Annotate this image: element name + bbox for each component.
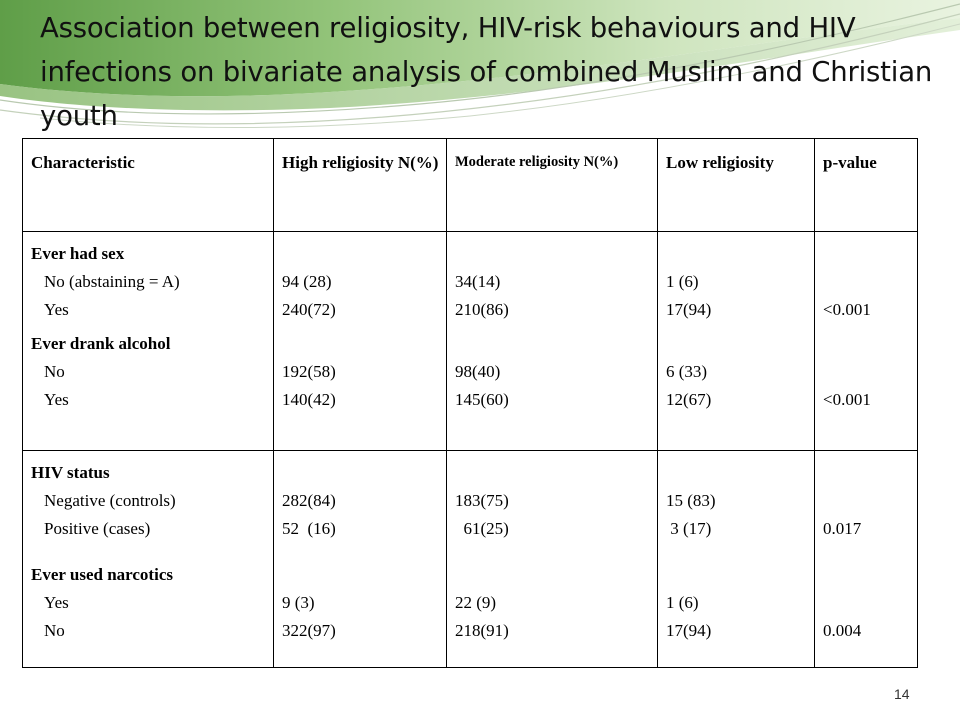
table-cell: 6 (33): [666, 362, 708, 381]
row-label-ever-had-sex: Ever had sex: [31, 244, 125, 263]
table-cell: 218(91): [455, 621, 509, 640]
row-label-yes: Yes: [44, 300, 69, 319]
table-cell: 240(72): [282, 300, 336, 319]
table-cell: 322(97): [282, 621, 336, 640]
table-cell: [455, 330, 657, 358]
table-cell: [666, 330, 814, 358]
table-cell: [282, 561, 446, 589]
header-p-value: p-value: [823, 153, 877, 172]
table-cell: [823, 459, 917, 487]
table-cell: 1 (6): [666, 272, 699, 291]
table-cell: 98(40): [455, 362, 501, 381]
row-label-negative-controls: Negative (controls): [44, 491, 176, 510]
table-cell: 1 (6): [666, 593, 699, 612]
table-cell: [282, 330, 446, 358]
table-cell: 3 (17): [666, 519, 712, 538]
table-cell: 94 (28): [282, 272, 332, 291]
p-value-ever-drank-alcohol: <0.001: [823, 390, 871, 409]
table-cell: [455, 240, 657, 268]
header-moderate-religiosity: Moderate religiosity N(%): [455, 154, 619, 170]
table-cell: 282(84): [282, 491, 336, 510]
results-table: [22, 138, 918, 668]
table-cell: 183(75): [455, 491, 509, 510]
table-cell: [282, 240, 446, 268]
header-low-religiosity: Low religiosity: [666, 153, 774, 172]
table-cell: 52 (16): [282, 519, 336, 538]
slide-title: Association between religiosity, HIV-risk behaviours and HIV infections on bivariate analysis of combined Muslim and Christian youth: [40, 12, 933, 132]
table-cell: [666, 240, 814, 268]
row-label-ever-drank-alcohol: Ever drank alcohol: [31, 334, 171, 353]
table-cell: 22 (9): [455, 593, 497, 612]
table-cell: [666, 459, 814, 487]
page-number: 14: [894, 686, 910, 702]
row-label-no-abstaining: No (abstaining = A): [44, 272, 180, 291]
table-cell: 17(94): [666, 621, 712, 640]
table-cell: [823, 268, 917, 296]
table-cell: 12(67): [666, 390, 712, 409]
table-cell: [823, 487, 917, 515]
row-label-no: No: [44, 362, 65, 381]
table-cell: [823, 561, 917, 589]
table-cell: [823, 330, 917, 358]
table-cell: 61(25): [455, 519, 509, 538]
p-value-hiv-status: 0.017: [823, 519, 862, 538]
row-label-yes: Yes: [44, 593, 69, 612]
header-high-religiosity: High religiosity N(%): [282, 153, 439, 172]
row-label-ever-used-narcotics: Ever used narcotics: [31, 565, 173, 584]
p-value-ever-used-narcotics: 0.004: [823, 621, 862, 640]
table-cell: 140(42): [282, 390, 336, 409]
table-cell: [823, 358, 917, 386]
table-cell: [455, 561, 657, 589]
header-characteristic: Characteristic: [31, 153, 135, 172]
table-cell: 145(60): [455, 390, 509, 409]
table-cell: 192(58): [282, 362, 336, 381]
p-value-ever-had-sex: <0.001: [823, 300, 871, 319]
table-cell: 210(86): [455, 300, 509, 319]
table-cell: [823, 240, 917, 268]
table-row-sex-alcohol: [23, 232, 918, 451]
table-cell: 34(14): [455, 272, 501, 291]
table-cell: [666, 561, 814, 589]
row-label-hiv-status: HIV status: [31, 463, 110, 482]
row-label-yes: Yes: [44, 390, 69, 409]
table-cell: [823, 589, 917, 617]
table-cell: 17(94): [666, 300, 712, 319]
table-cell: [455, 459, 657, 487]
table-cell: [282, 459, 446, 487]
table-header-row: [23, 139, 918, 232]
row-label-positive-cases: Positive (cases): [44, 519, 151, 538]
table-cell: 9 (3): [282, 593, 315, 612]
table-cell: 15 (83): [666, 491, 716, 510]
table-row-hiv-narcotics: [23, 451, 918, 668]
row-label-no: No: [44, 621, 65, 640]
